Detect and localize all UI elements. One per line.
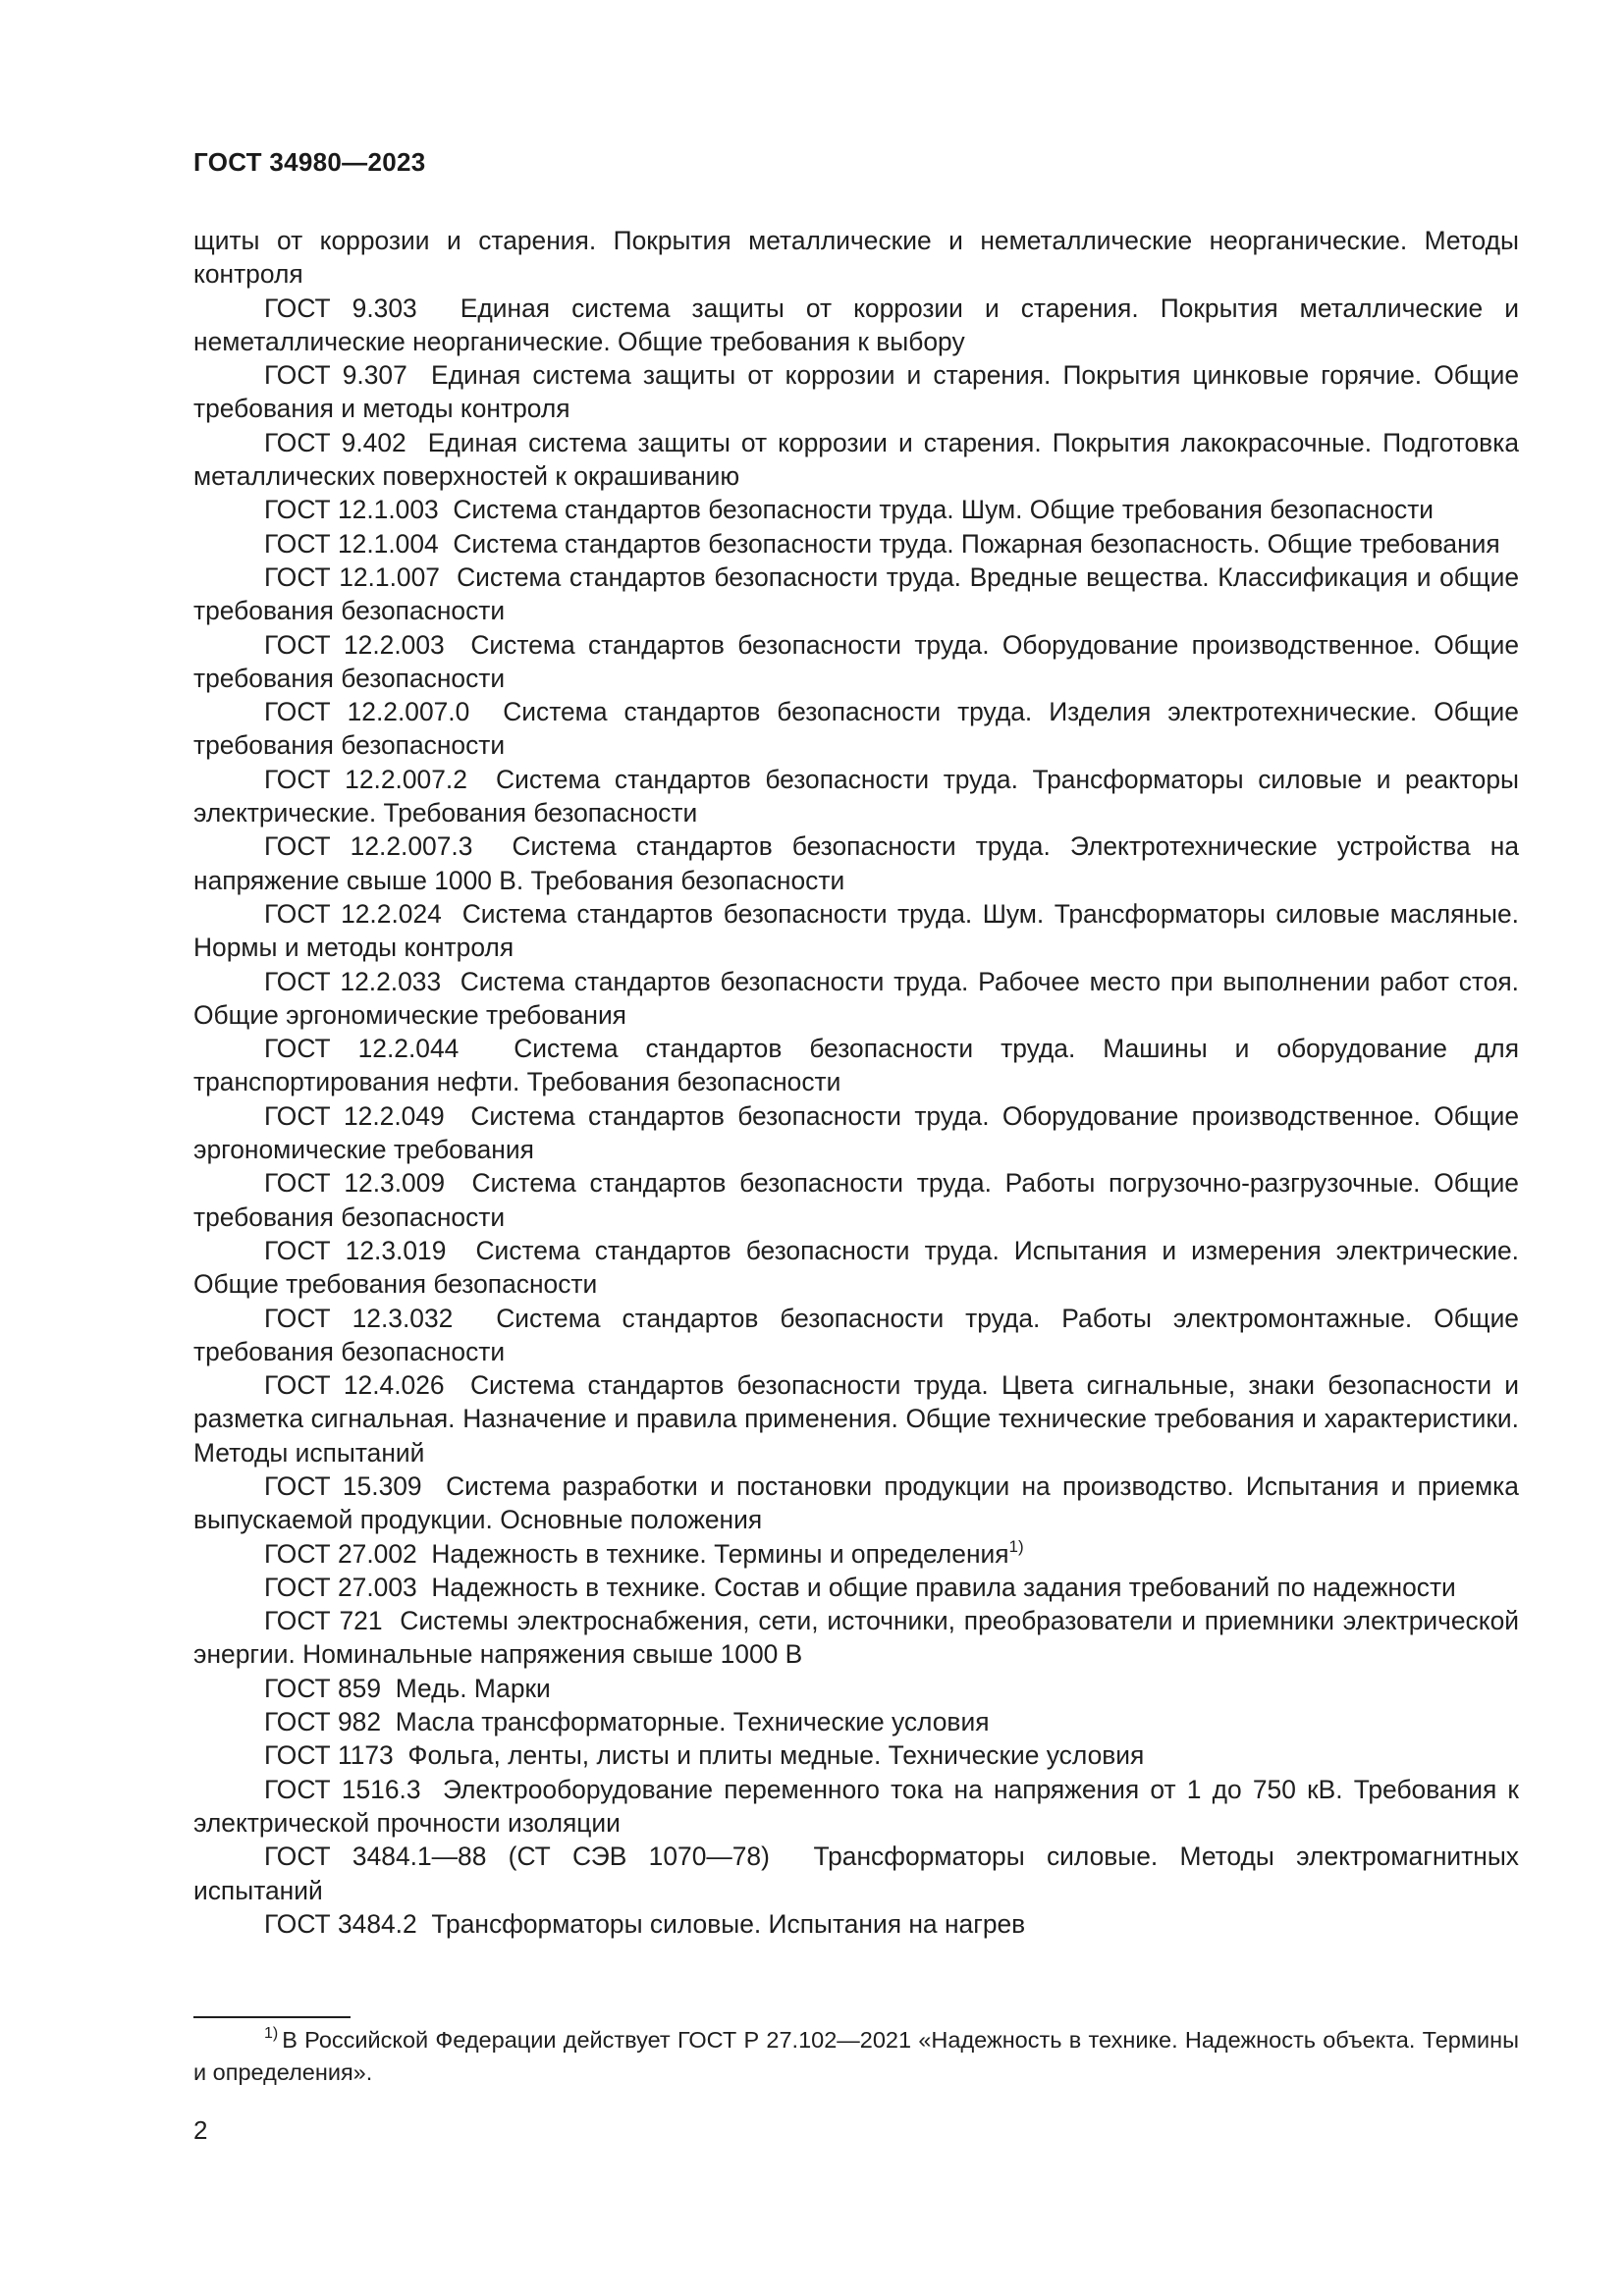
reference-title: Надежность в технике. Состав и общие правила задания требований по надежности	[431, 1572, 1456, 1602]
reference-code: ГОСТ 9.307	[264, 360, 407, 391]
reference-code: ГОСТ 12.2.033	[264, 966, 442, 996]
reference-title: Система стандартов безопасности труда. Шум. Общие требования безопасности	[453, 495, 1435, 525]
reference-title: Электрооборудование переменного тока на напряжения от 1 до 750 кВ. Требования к электрической прочности изоляции	[193, 1774, 1519, 1838]
reference-code: ГОСТ 721	[264, 1606, 383, 1636]
reference-title: Единая система защиты от коррозии и старения. Покрытия лакокрасочные. Подготовка металлических поверхностей к окрашиванию	[193, 427, 1519, 492]
reference-item	[193, 426, 1519, 494]
reference-item	[193, 763, 1519, 830]
reference-item	[193, 1571, 1519, 1604]
page-number: 2	[193, 2115, 208, 2145]
reference-title: Единая система защиты от коррозии и старения. Покрытия металлические и неметаллические неорганические. Общие требования к выбору	[193, 293, 1519, 356]
document-header: ГОСТ 34980—2023	[193, 147, 426, 177]
reference-code: ГОСТ 12.2.007.3	[264, 831, 473, 862]
reference-title: Надежность в технике. Термины и определения	[431, 1538, 1009, 1569]
reference-title: Система стандартов безопасности труда. Цвета сигнальные, знаки безопасности и разметка сигнальная. Назначение и правила применения. Общие технические требования и характеристики. Методы испытаний	[193, 1370, 1519, 1468]
reference-item	[193, 1302, 1519, 1369]
reference-title: Система стандартов безопасности труда. Пожарная безопасность. Общие требования	[453, 528, 1500, 559]
reference-title: Медь. Марки	[395, 1673, 551, 1703]
reference-item	[193, 561, 1519, 628]
reference-title: Трансформаторы силовые. Методы электромагнитных испытаний	[193, 1842, 1519, 1905]
reference-item	[193, 1166, 1519, 1234]
reference-code: ГОСТ 12.2.049	[264, 1100, 445, 1131]
reference-title: Система стандартов безопасности труда. Машины и оборудование для транспортирования нефти. Требования безопасности	[193, 1034, 1519, 1097]
reference-item	[193, 965, 1519, 1033]
reference-code: ГОСТ 12.1.004	[264, 528, 439, 559]
reference-item	[193, 292, 1519, 359]
reference-item	[193, 829, 1519, 897]
reference-item	[193, 695, 1519, 763]
reference-code: ГОСТ 27.002	[264, 1538, 417, 1569]
reference-code: ГОСТ 3484.2	[264, 1908, 417, 1939]
reference-title: Система стандартов безопасности труда. Вредные вещества. Классификация и общие требования безопасности	[193, 561, 1519, 626]
reference-title: Системы электроснабжения, сети, источники, преобразователи и приемники электрической энергии. Номинальные напряжения свыше 1000 В	[193, 1606, 1519, 1670]
reference-code: ГОСТ 9.402	[264, 427, 406, 457]
reference-code: ГОСТ 15.309	[264, 1470, 422, 1501]
reference-item	[193, 1773, 1519, 1841]
reference-item	[193, 493, 1519, 526]
reference-code: ГОСТ 12.2.007.0	[264, 697, 470, 727]
reference-title: Система стандартов безопасности труда. Оборудование производственное. Общие эргономические требования	[193, 1100, 1520, 1165]
reference-item	[193, 1840, 1519, 1907]
reference-title: Система стандартов безопасности труда. Трансформаторы силовые и реакторы электрические. Требования безопасности	[193, 764, 1519, 828]
reference-code: ГОСТ 27.003	[264, 1572, 417, 1602]
reference-item	[193, 1604, 1519, 1672]
reference-item	[193, 1032, 1519, 1099]
reference-item	[193, 527, 1519, 561]
reference-title: Система стандартов безопасности труда. Работы погрузочно-разгрузочные. Общие требования безопасности	[193, 1168, 1519, 1232]
reference-code: ГОСТ 12.3.009	[264, 1168, 446, 1199]
reference-code: ГОСТ 12.3.019	[264, 1235, 447, 1265]
reference-code: ГОСТ 982	[264, 1707, 382, 1737]
reference-code: ГОСТ 9.303	[264, 293, 417, 323]
reference-title: Система стандартов безопасности труда. Испытания и измерения электрические. Общие требования безопасности	[193, 1235, 1519, 1300]
reference-code: ГОСТ 12.2.007.2	[264, 764, 467, 794]
reference-title: Фольга, ленты, листы и плиты медные. Технические условия	[407, 1740, 1145, 1771]
continued-reference: щиты от коррозии и старения. Покрытия металлические и неметаллические неорганические. Методы контроля	[193, 226, 1519, 290]
reference-item	[193, 1234, 1519, 1302]
reference-code: ГОСТ 12.1.003	[264, 495, 439, 525]
footnote-text: В Российской Федерации действует ГОСТ Р 27.102—2021 «Надежность в технике. Надежность объекта. Термины и определения».	[193, 2027, 1519, 2085]
reference-entries	[193, 292, 1519, 1942]
reference-item	[193, 1099, 1519, 1167]
footnote-paragraph	[193, 2024, 1519, 2089]
reference-item	[193, 358, 1519, 426]
reference-item	[193, 1907, 1519, 1941]
reference-title: Система стандартов безопасности труда. Изделия электротехнические. Общие требования безопасности	[193, 697, 1519, 761]
reference-code: ГОСТ 12.3.032	[264, 1303, 454, 1333]
reference-code: ГОСТ 12.2.024	[264, 898, 442, 929]
reference-title: Масла трансформаторные. Технические условия	[395, 1707, 990, 1737]
references-list	[193, 224, 1519, 1941]
reference-item	[193, 897, 1519, 965]
reference-code: ГОСТ 859	[264, 1673, 382, 1703]
reference-item	[193, 1672, 1519, 1705]
reference-title: Система стандартов безопасности труда. Работы электромонтажные. Общие требования безопасности	[193, 1303, 1519, 1366]
reference-item	[193, 1738, 1519, 1772]
reference-item	[193, 628, 1519, 696]
reference-title: Трансформаторы силовые. Испытания на нагрев	[431, 1908, 1026, 1939]
reference-title: Система стандартов безопасности труда. Электротехнические устройства на напряжение свыше 1000 В. Требования безопасности	[193, 831, 1519, 895]
reference-title: Единая система защиты от коррозии и старения. Покрытия цинковые горячие. Общие требования и методы контроля	[193, 360, 1520, 424]
reference-code: ГОСТ 1516.3	[264, 1774, 421, 1804]
reference-title: Система стандартов безопасности труда. Рабочее место при выполнении работ стоя. Общие эргономические требования	[193, 966, 1520, 1030]
reference-title: Система разработки и постановки продукции на производство. Испытания и приемка выпускаемой продукции. Основные положения	[193, 1470, 1519, 1535]
reference-code: ГОСТ 1173	[264, 1740, 394, 1771]
reference-title: Система стандартов безопасности труда. Оборудование производственное. Общие требования безопасности	[193, 629, 1520, 693]
reference-title: Система стандартов безопасности труда. Шум. Трансформаторы силовые масляные. Нормы и методы контроля	[193, 898, 1519, 963]
reference-code: ГОСТ 12.1.007	[264, 561, 440, 592]
footnote-reference-mark[interactable]: 1)	[1008, 1536, 1024, 1556]
reference-code: ГОСТ 12.4.026	[264, 1370, 445, 1401]
reference-item	[193, 1368, 1519, 1469]
reference-code: ГОСТ 12.2.003	[264, 629, 445, 660]
reference-item	[193, 1469, 1519, 1537]
footnote	[193, 2024, 1519, 2089]
footnote-separator	[193, 2016, 351, 2018]
reference-code: ГОСТ 12.2.044	[264, 1034, 460, 1064]
reference-item	[193, 1537, 1519, 1571]
reference-item	[193, 1705, 1519, 1738]
reference-code: ГОСТ 3484.1—88 (СТ СЭВ 1070—78)	[264, 1842, 770, 1872]
footnote-number: 1)	[264, 2025, 279, 2042]
